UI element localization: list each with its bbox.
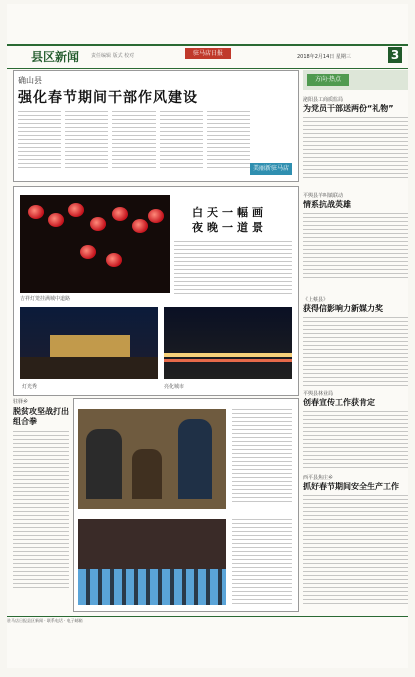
brief-headline: 抓好春节期间安全生产工作 — [303, 482, 399, 491]
lantern-icon — [90, 217, 106, 231]
news-brief — [303, 390, 408, 469]
brief-body — [303, 495, 408, 605]
photo-caption: 吉祥灯笼挂满城中道路 — [20, 296, 71, 302]
text-column — [65, 111, 108, 171]
news-brief — [303, 296, 408, 389]
photo-story-body — [232, 519, 292, 605]
person-figure — [178, 419, 212, 499]
brief-headline: 情系抗战英雄 — [303, 200, 351, 209]
text-column — [207, 111, 250, 171]
lantern-icon — [148, 209, 164, 223]
person-figure — [86, 429, 122, 499]
lead-kicker: 确山县 — [18, 76, 42, 85]
building-photo — [20, 307, 158, 379]
issue-date: 2018年2月14日 星期三 — [297, 54, 351, 60]
lead-body — [18, 111, 250, 171]
feature-headline — [192, 205, 267, 235]
feature-body — [174, 241, 292, 297]
photo-feature — [13, 186, 299, 396]
column-badge: 方向·热点 — [307, 74, 349, 86]
lantern-icon — [48, 213, 64, 227]
text-column — [160, 111, 203, 171]
brief-headline: 获得信影响力新媒力奖 — [303, 304, 383, 313]
lantern-icon — [132, 219, 148, 233]
news-brief — [303, 96, 408, 181]
performance-photo — [78, 519, 226, 605]
lantern-icon — [106, 253, 122, 267]
street-photo — [164, 307, 292, 379]
brief-headline: 创春宣传工作获肯定 — [303, 398, 375, 407]
news-brief — [303, 192, 408, 281]
story-headline: 脱贫攻坚战打出组合拳 — [13, 407, 69, 426]
column-header — [303, 70, 408, 90]
footer-rule — [7, 616, 408, 617]
page-number: 3 — [388, 47, 402, 63]
brief-headline: 为党员干部送两份“礼物” — [303, 104, 394, 113]
photo-story-body — [232, 409, 292, 505]
lead-headline: 强化春节期间干部作风建设 — [18, 90, 198, 106]
lit-building — [50, 335, 130, 357]
lantern-icon — [68, 203, 84, 217]
photo-caption: 灯光秀 — [22, 384, 38, 390]
lantern-icon — [28, 205, 44, 219]
headline-line: 白天一幅画 — [192, 206, 267, 219]
lantern-icon — [112, 207, 128, 221]
news-brief — [303, 474, 408, 605]
side-story — [13, 398, 69, 602]
brief-body — [303, 317, 408, 389]
lead-story — [13, 70, 299, 182]
brief-kicker: 《上蔡县》 — [303, 297, 329, 303]
lantern-photo — [20, 195, 170, 293]
newspaper-page — [7, 4, 408, 668]
right-column — [303, 70, 408, 610]
performers — [78, 569, 226, 605]
footer-text: 驻马店日报县区新闻 · 联系电话 · 电子邮箱 — [7, 618, 83, 623]
light-trail — [164, 359, 292, 362]
brief-kicker: 泌阳县工商质监局 — [303, 97, 344, 103]
masthead — [7, 44, 408, 69]
lantern-icon — [80, 245, 96, 259]
person-figure — [132, 449, 162, 499]
text-column — [18, 111, 61, 171]
story-body — [13, 431, 69, 591]
story-kicker: 驻驿乡 — [13, 399, 29, 405]
ground — [20, 357, 158, 379]
section-title: 县区新闻 — [31, 50, 80, 64]
brief-body — [303, 411, 408, 469]
feature-stamp: 美丽新驻马店 — [250, 163, 292, 175]
brief-body — [303, 117, 408, 181]
brief-kicker: 平舆县羊叫镇联动 — [303, 193, 344, 199]
brief-body — [303, 213, 408, 281]
brief-kicker: 西平县焦庄乡 — [303, 475, 334, 481]
section-subtitle: 责任编辑 版式 校对 — [91, 53, 135, 59]
text-column — [112, 111, 155, 171]
photo-story — [73, 398, 299, 612]
light-trail — [164, 353, 292, 357]
visit-photo — [78, 409, 226, 509]
newspaper-logo: 驻马店日报 — [185, 48, 231, 59]
photo-caption: 亮化城市 — [164, 384, 185, 390]
headline-line: 夜晚一道景 — [192, 221, 267, 234]
brief-kicker: 平舆县林业局 — [303, 391, 334, 397]
